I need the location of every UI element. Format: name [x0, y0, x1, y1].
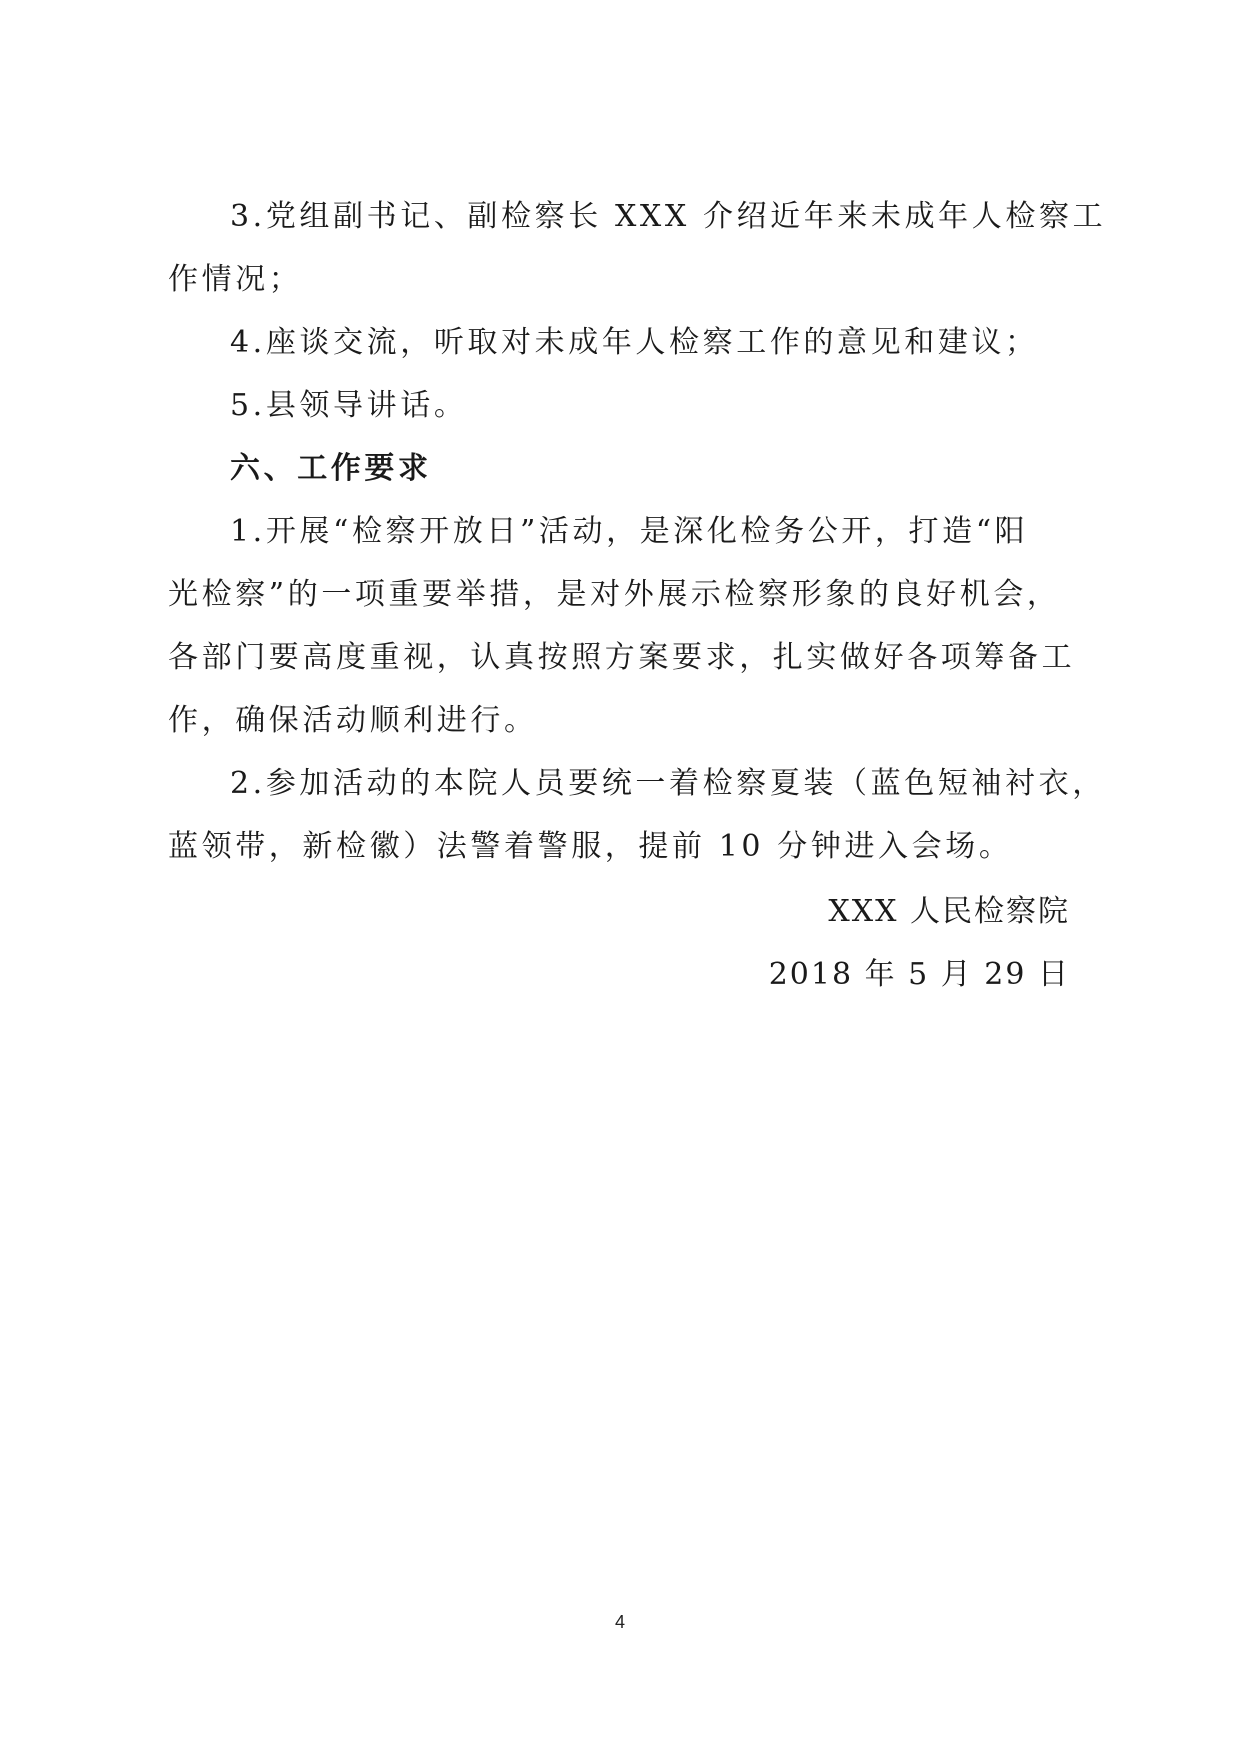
signature-block [769, 880, 1070, 1006]
requirement-item-2 [168, 752, 1106, 878]
text-line: 作，确保活动顺利进行。 [168, 703, 538, 738]
text-line: 作情况； [168, 262, 303, 297]
document-body [168, 185, 1107, 878]
signature-date: 2018 年 5 月 29 日 [768, 957, 1070, 992]
text-line: 1.开展“检察开放日”活动，是深化检务公开，打造“阳 [230, 514, 1029, 549]
text-line: 光检察”的一项重要举措，是对外展示检察形象的良好机会， [168, 577, 1061, 612]
text-line: 3.党组副书记、副检察长 XXX 介绍近年来未成年人检察工 [230, 199, 1107, 234]
text-line: 2.参加活动的本院人员要统一着检察夏装（蓝色短袖衬衣， [230, 766, 1106, 801]
text-line: 各部门要高度重视，认真按照方案要求，扎实做好各项筹备工 [168, 640, 1076, 675]
text-line: 蓝领带，新检徽）法警着警服，提前 10 分钟进入会场。 [168, 829, 1013, 864]
agenda-item-4 [168, 311, 1068, 374]
requirement-item-1 [168, 500, 1076, 752]
section-heading: 六、工作要求 [230, 451, 432, 486]
signature-organization: XXX 人民检察院 [828, 894, 1070, 929]
text-line: 4.座谈交流，听取对未成年人检察工作的意见和建议； [230, 325, 1039, 360]
agenda-item-3 [168, 185, 1107, 311]
agenda-item-5 [168, 374, 1068, 437]
text-line: 5.县领导讲话。 [230, 388, 468, 423]
page-number: 4 [614, 1612, 625, 1632]
